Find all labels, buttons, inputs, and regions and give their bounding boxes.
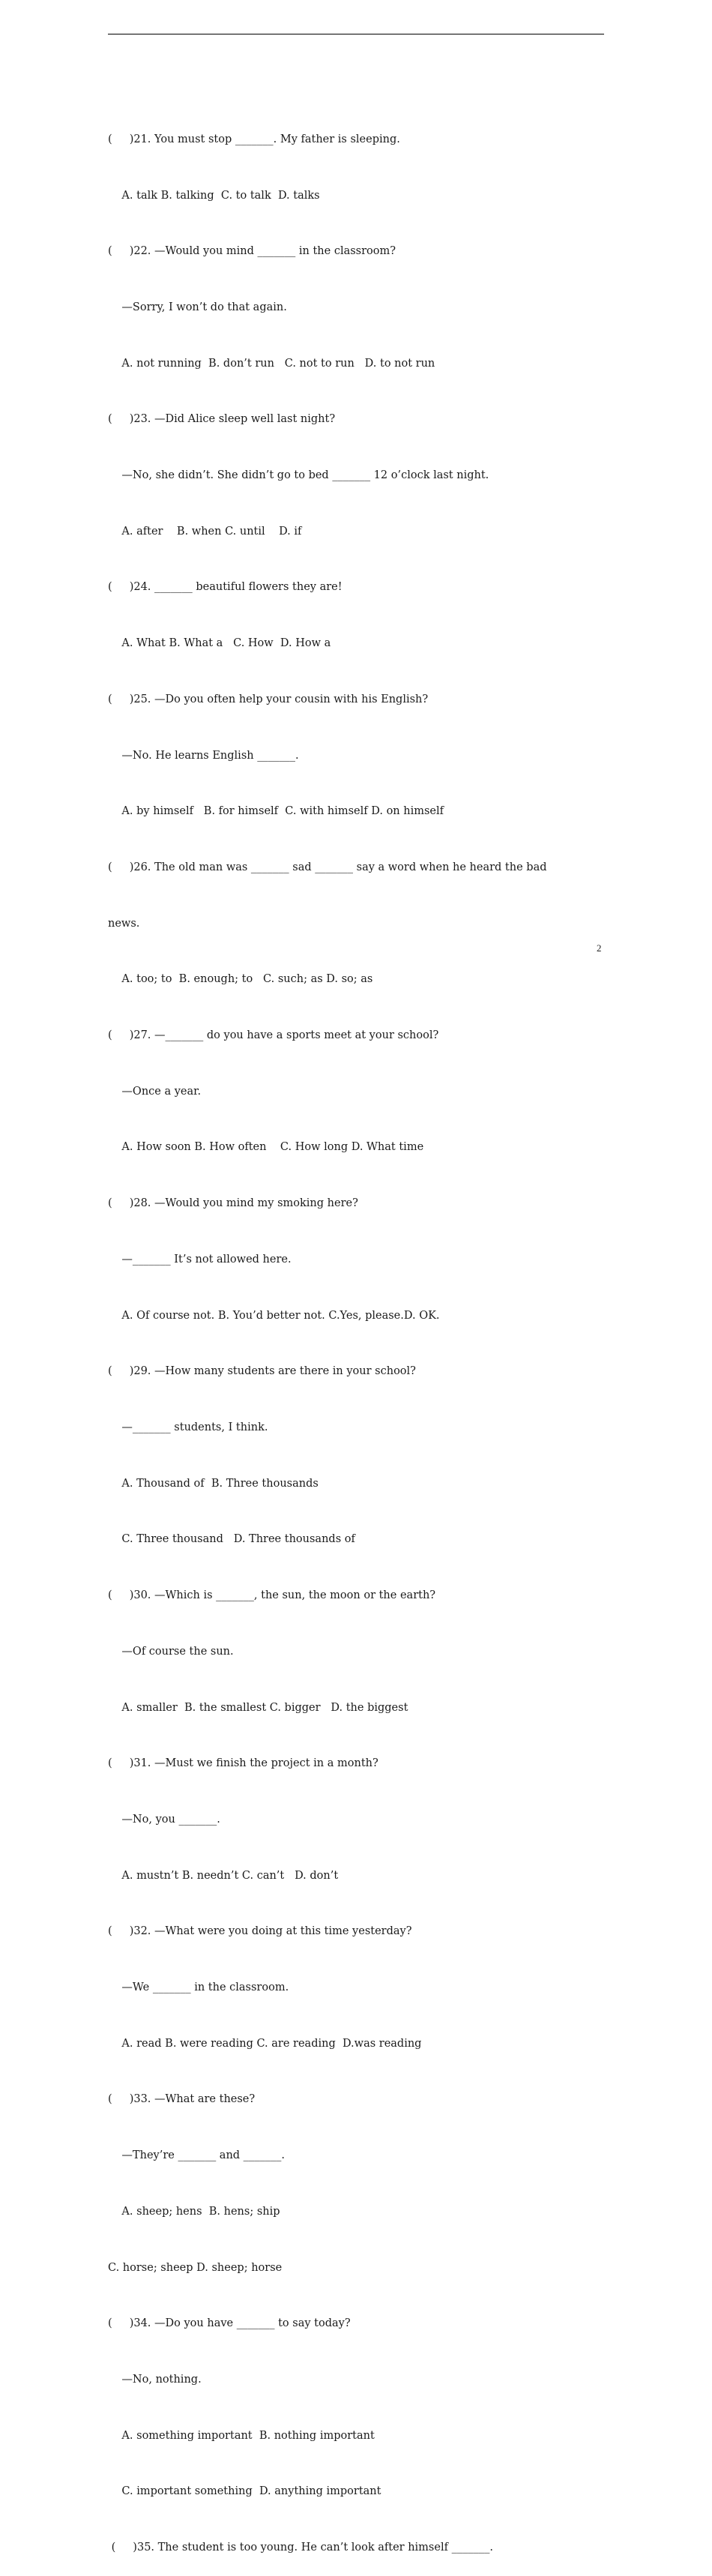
text-line: —_______ It’s not allowed here. [108, 1253, 292, 1266]
text-line: ( )26. The old man was _______ sad _______ say a word when he heard the bad [108, 861, 547, 873]
text-line: A. after B. when C. until D. if [108, 525, 302, 538]
text-line: ( )23. —Did Alice sleep well last night? [108, 413, 336, 426]
text-line: —Of course the sun. [108, 1645, 234, 1658]
text-line: A. sheep; hens B. hens; ship [108, 2205, 280, 2218]
text-line: ( )30. —Which is _______, the sun, the moon or the earth? [108, 1589, 436, 1602]
text-line: A. by himself B. for himself C. with himself D. on himself [108, 805, 444, 818]
text-line: A. mustn’t B. needn’t C. can’t D. don’t [108, 1869, 339, 1882]
text-line: A. talk B. talking C. to talk D. talks [108, 189, 320, 202]
text-line: ( )29. —How many students are there in your school? [108, 1365, 416, 1378]
text-line: A. smaller B. the smallest C. bigger D. the biggest [108, 1701, 408, 1714]
text-line: ( )32. —What were you doing at this time yesterday? [108, 1925, 412, 1938]
text-line: A. What B. What a C. How D. How a [108, 637, 331, 650]
text-line: ( )24. _______ beautiful flowers they are! [108, 581, 343, 594]
text-line: A. not running B. don’t run C. not to run D. to not run [108, 357, 435, 370]
text-line: news. [108, 917, 140, 930]
text-line: A. Of course not. B. You’d better not. C.Yes, please.D. OK. [108, 1309, 440, 1322]
text-line: ( )35. The student is too young. He can’t look after himself _______. [108, 2542, 493, 2554]
text-line: ( )27. —_______ do you have a sports meet at your school? [108, 1029, 439, 1042]
text-line: C. important something D. anything important [108, 2485, 381, 2498]
text-line: A. How soon B. How often C. How long D. What time [108, 1141, 424, 1154]
text-line: —We _______ in the classroom. [108, 1981, 289, 1994]
text-line: —_______ students, I think. [108, 1421, 268, 1433]
text-line: ( )21. You must stop _______. My father is sleeping. [108, 133, 400, 145]
text-line: —No, nothing. [108, 2373, 202, 2386]
text-line: ( )31. —Must we finish the project in a month? [108, 1757, 378, 1770]
text-line: ( )25. —Do you often help your cousin with his English? [108, 693, 429, 705]
text-line: —Sorry, I won’t do that again. [108, 301, 287, 313]
text-line: ( )28. —Would you mind my smoking here? [108, 1197, 358, 1210]
text-line: ( )33. —What are these? [108, 2093, 256, 2106]
page-number: 2 [597, 942, 602, 954]
text-line: A. read B. were reading C. are reading D.was reading [108, 2037, 422, 2050]
text-line: —No, you _______. [108, 1813, 220, 1826]
text-line: ( )22. —Would you mind _______ in the classroom? [108, 245, 396, 258]
text-line: —Once a year. [108, 1085, 202, 1098]
text-line: —No. He learns English _______. [108, 749, 299, 762]
text-line: —No, she didn’t. She didn’t go to bed _______ 12 o’clock last night. [108, 469, 489, 482]
text-line: C. Three thousand D. Three thousands of [108, 1533, 355, 1546]
exercise-text [108, 93, 604, 2576]
text-line: A. something important B. nothing important [108, 2429, 375, 2442]
text-line: A. Thousand of B. Three thousands [108, 1477, 319, 1490]
text-line: A. too; to B. enough; to C. such; as D. so; as [108, 973, 373, 986]
text-line: C. horse; sheep D. sheep; horse [108, 2261, 283, 2274]
text-line: ( )34. —Do you have _______ to say today? [108, 2317, 351, 2330]
text-line: —They’re _______ and _______. [108, 2149, 286, 2162]
